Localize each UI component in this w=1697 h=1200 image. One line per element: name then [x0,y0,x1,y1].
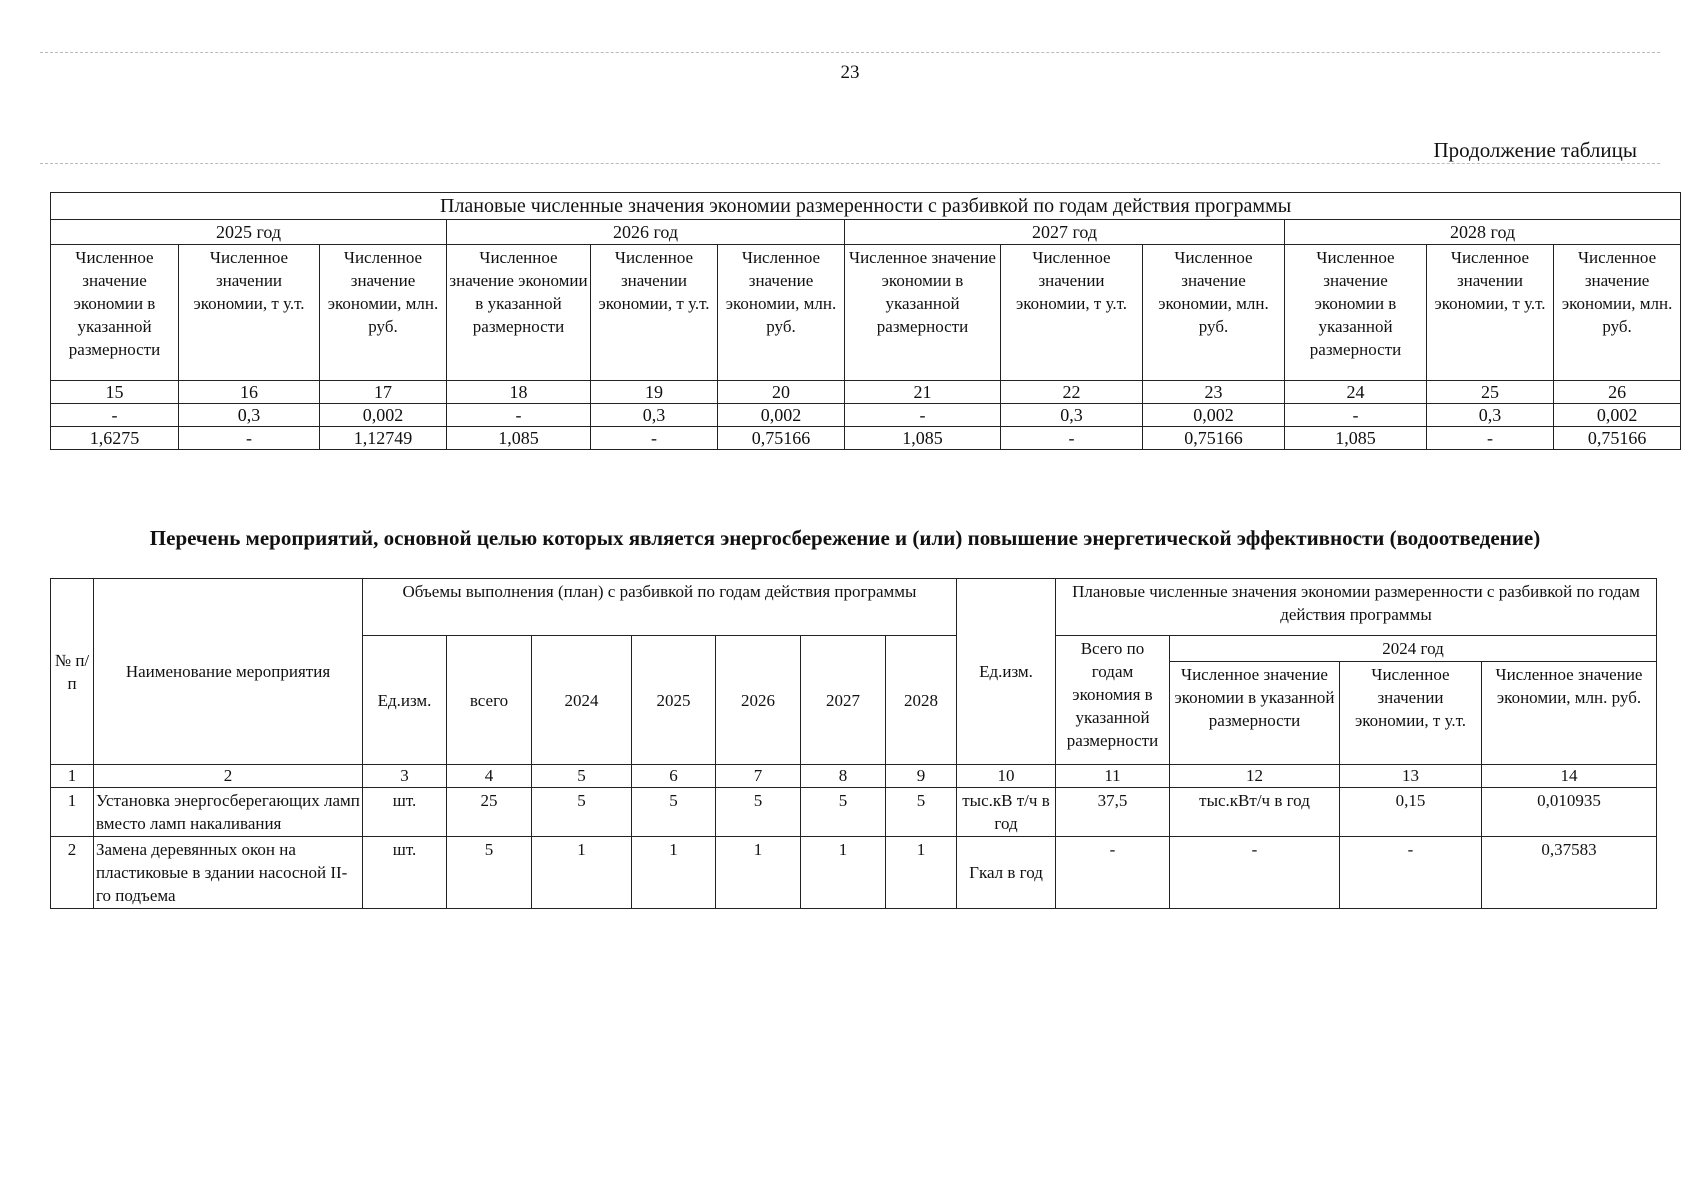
header-rule [40,52,1660,53]
table-cell: 1 [632,837,716,909]
column-header: Численное значение экономии, млн. руб. [1143,245,1285,381]
measure-name: Установка энергосберегающих ламп вместо ламп накаливания [94,788,363,837]
column-number-row [51,765,1657,788]
savings-by-year-table [50,192,1681,450]
table-row [51,404,1681,427]
table-cell: 1,6275 [51,427,179,450]
column-number: 2 [94,765,363,788]
column-header: Численное значение экономии в указанной размерности [51,245,179,381]
column-header: Численное значении экономии, т у.т. [1001,245,1143,381]
header-savings-dimension: Численное значение экономии в указанной размерности [1170,662,1340,765]
header-plan-savings: Плановые численные значения экономии размеренности с разбивкой по годам действия программы [1056,579,1657,636]
header-savings-fuel: Численное значении экономии, т у.т. [1340,662,1482,765]
table-row [51,427,1681,450]
table-cell: - [591,427,718,450]
column-header: Численное значение экономии, млн. руб. [320,245,447,381]
table-cell: 5 [801,788,886,837]
table-cell: 5 [447,837,532,909]
table-cell: 0,3 [179,404,320,427]
table-cell: - [1340,837,1482,909]
table-cell: шт. [363,788,447,837]
table-cell: - [845,404,1001,427]
column-number: 26 [1554,381,1681,404]
column-number: 17 [320,381,447,404]
table-cell: - [1056,837,1170,909]
column-number: 22 [1001,381,1143,404]
column-number: 23 [1143,381,1285,404]
table-cell: - [179,427,320,450]
table-cell: шт. [363,837,447,909]
header-number: № п/п [51,579,94,765]
measures-table [50,578,1657,909]
table-cell: 5 [716,788,801,837]
column-number: 14 [1482,765,1657,788]
column-number-row [51,381,1681,404]
table-cell: 1,085 [1285,427,1427,450]
table-cell: 1,085 [447,427,591,450]
measure-name: Замена деревянных окон на пластиковые в здании насосной II-го подъема [94,837,363,909]
table-cell: 0,002 [1554,404,1681,427]
column-number: 20 [718,381,845,404]
header-year: 2028 [886,636,957,765]
table-cell: 1 [886,837,957,909]
column-number: 6 [632,765,716,788]
header-measure-name: Наименование мероприятия [94,579,363,765]
year-header-2027: 2027 год [845,220,1285,245]
table-cell: 1,085 [845,427,1001,450]
table-cell: 5 [886,788,957,837]
column-number: 12 [1170,765,1340,788]
header-volume-unit: Ед.изм. [363,636,447,765]
column-header: Численное значение экономии в указанной размерности [1285,245,1427,381]
table-cell: 0,3 [591,404,718,427]
table-row [51,788,1657,837]
header-volumes: Объемы выполнения (план) с разбивкой по годам действия программы [363,579,957,636]
column-number: 1 [51,765,94,788]
table-cell: 2 [51,837,94,909]
continuation-rule [40,163,1660,164]
section-title: Перечень мероприятий, основной целью которых является энергосбережение и (или) повышение энергетической эффективности (водоотведение) [149,526,1541,550]
header-year: 2024 [532,636,632,765]
table-cell: - [1427,427,1554,450]
table-cell: - [1001,427,1143,450]
column-header: Численное значении экономии, т у.т. [1427,245,1554,381]
column-header: Численное значении экономии, т у.т. [591,245,718,381]
column-number: 9 [886,765,957,788]
column-number: 4 [447,765,532,788]
column-number: 13 [1340,765,1482,788]
column-number: 5 [532,765,632,788]
column-number: 25 [1427,381,1554,404]
table-cell: 0,3 [1427,404,1554,427]
table-cell: 0,002 [320,404,447,427]
table-cell: 1 [801,837,886,909]
table-cell: тыс.кВт/ч в год [1170,788,1340,837]
header-volume-total: всего [447,636,532,765]
column-number: 15 [51,381,179,404]
column-number: 10 [957,765,1056,788]
header-year-2024: 2024 год [1170,636,1657,662]
table-cell: 5 [532,788,632,837]
header-year: 2026 [716,636,801,765]
table-cell: 0,15 [1340,788,1482,837]
year-header-2025: 2025 год [51,220,447,245]
table-cell: 0,37583 [1482,837,1657,909]
column-number: 16 [179,381,320,404]
table-cell: Гкал в год [957,837,1056,909]
header-year: 2027 [801,636,886,765]
table-cell: 0,75166 [718,427,845,450]
column-header: Численное значение экономии, млн. руб. [718,245,845,381]
table-cell: 1 [51,788,94,837]
table-cell: 0,002 [718,404,845,427]
table-cell: 5 [632,788,716,837]
table-cell: 37,5 [1056,788,1170,837]
column-number: 7 [716,765,801,788]
column-number: 3 [363,765,447,788]
column-number: 19 [591,381,718,404]
table-cell: 1 [716,837,801,909]
column-header: Численное значение экономии, млн. руб. [1554,245,1681,381]
year-header-2028: 2028 год [1285,220,1681,245]
column-number: 21 [845,381,1001,404]
table1-caption: Плановые численные значения экономии размеренности с разбивкой по годам действия программы [51,193,1681,220]
year-header-2026: 2026 год [447,220,845,245]
header-unit: Ед.изм. [957,579,1056,765]
column-number: 18 [447,381,591,404]
table-cell: - [447,404,591,427]
table-cell: 0,010935 [1482,788,1657,837]
column-header: Численное значение экономии в указанной размерности [845,245,1001,381]
table-cell: 0,3 [1001,404,1143,427]
table-cell: - [51,404,179,427]
header-total-savings: Всего по годам экономия в указанной размерности [1056,636,1170,765]
page-number: 23 [840,62,860,83]
table-cell: 0,75166 [1143,427,1285,450]
table-cell: - [1170,837,1340,909]
table-cell: 0,002 [1143,404,1285,427]
table-cell: 25 [447,788,532,837]
column-header: Численное значении экономии, т у.т. [179,245,320,381]
column-number: 24 [1285,381,1427,404]
table-cell: 1 [532,837,632,909]
table-cell: 1,12749 [320,427,447,450]
column-number: 8 [801,765,886,788]
continuation-label: Продолжение таблицы [1433,138,1637,162]
header-savings-money: Численное значение экономии, млн. руб. [1482,662,1657,765]
table-cell: 0,75166 [1554,427,1681,450]
table-cell: тыс.кВ т/ч в год [957,788,1056,837]
column-number: 11 [1056,765,1170,788]
table-cell: - [1285,404,1427,427]
column-header: Численное значение экономии в указанной размерности [447,245,591,381]
table-row [51,837,1657,909]
header-year: 2025 [632,636,716,765]
